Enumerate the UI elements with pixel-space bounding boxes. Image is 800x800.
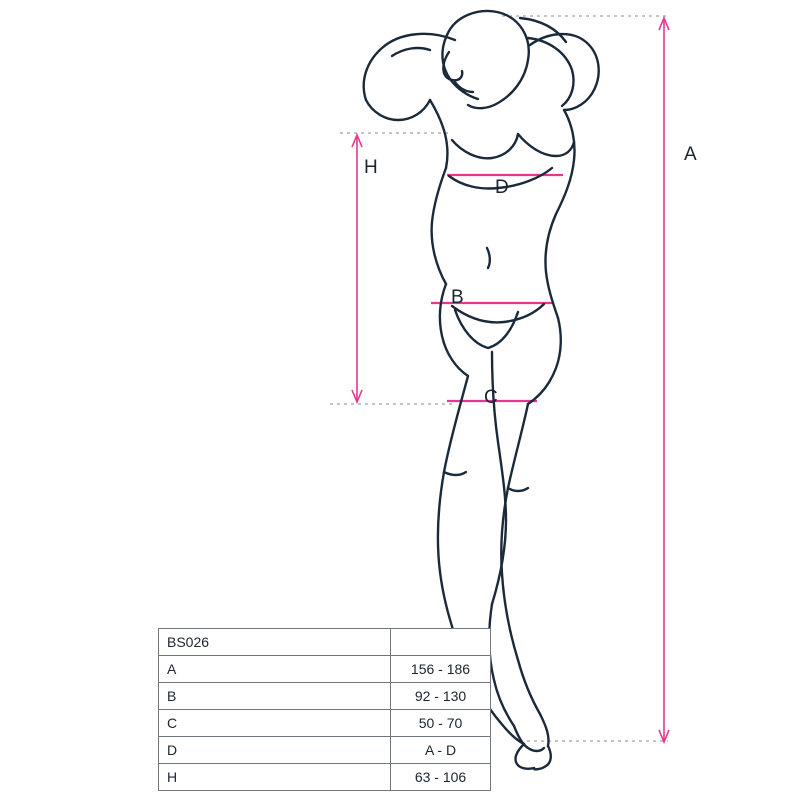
row-code-d: D bbox=[159, 737, 391, 764]
row-value-d: A - D bbox=[391, 737, 491, 764]
model-code-cell: BS026 bbox=[159, 629, 391, 656]
table-row bbox=[159, 629, 491, 656]
row-code-c: C bbox=[159, 710, 391, 737]
label-d: D bbox=[495, 177, 509, 198]
row-value-a: 156 - 186 bbox=[391, 656, 491, 683]
row-code-a: A bbox=[159, 656, 391, 683]
table-row bbox=[159, 737, 491, 764]
label-b: B bbox=[451, 287, 464, 308]
table-row bbox=[159, 764, 491, 791]
row-value-b: 92 - 130 bbox=[391, 683, 491, 710]
row-code-h: H bbox=[159, 764, 391, 791]
label-a: A bbox=[684, 144, 697, 165]
dimension-a-line bbox=[659, 18, 669, 742]
table-row bbox=[159, 710, 491, 737]
header-value-cell bbox=[391, 629, 491, 656]
row-code-b: B bbox=[159, 683, 391, 710]
size-table bbox=[158, 628, 491, 791]
table-row bbox=[159, 656, 491, 683]
label-c: C bbox=[484, 387, 498, 408]
label-h: H bbox=[364, 157, 378, 178]
table-row bbox=[159, 683, 491, 710]
dimension-h-line bbox=[352, 135, 362, 402]
row-value-h: 63 - 106 bbox=[391, 764, 491, 791]
row-value-c: 50 - 70 bbox=[391, 710, 491, 737]
